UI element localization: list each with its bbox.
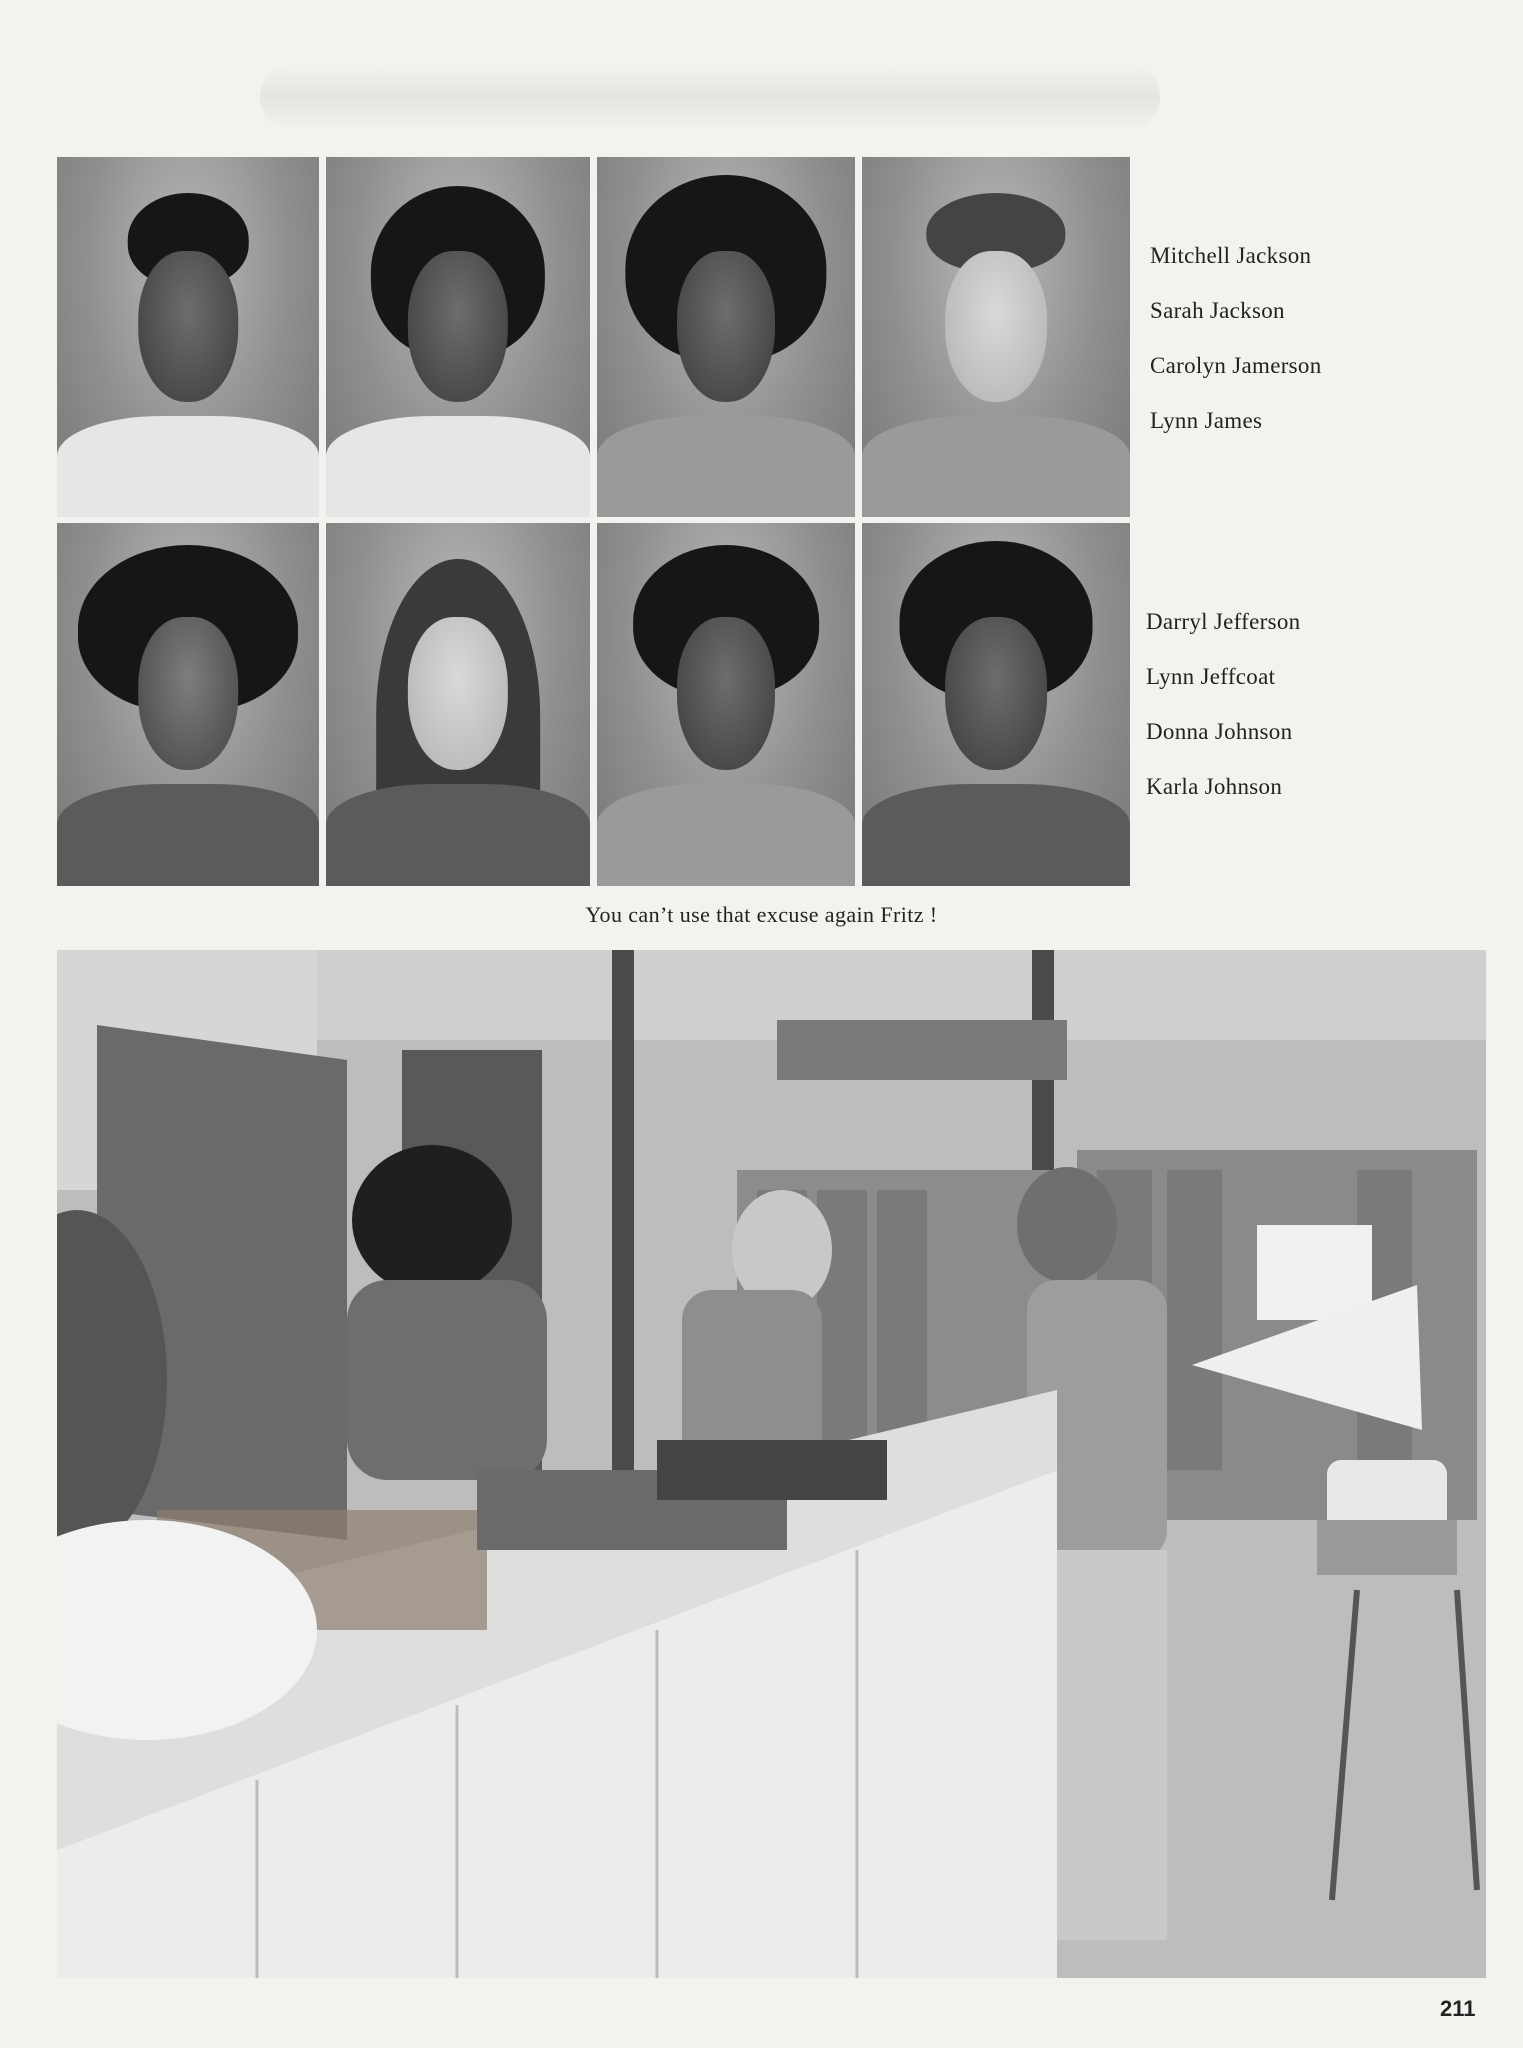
portrait-lynn-james	[862, 157, 1130, 517]
photo-caption: You can’t use that excuse again Fritz !	[585, 902, 938, 927]
portrait-donna-johnson	[597, 523, 855, 886]
name-label: Darryl Jefferson	[1146, 609, 1301, 634]
names-bottom-list	[1146, 594, 1300, 814]
name-label: Donna Johnson	[1146, 719, 1293, 744]
name-label: Carolyn Jamerson	[1150, 353, 1322, 378]
portrait-lynn-jeffcoat	[326, 523, 590, 886]
portrait-karla-johnson	[862, 523, 1130, 886]
portrait-carolyn-jamerson	[597, 157, 855, 517]
portrait-darryl-jefferson	[57, 523, 319, 886]
classroom-photo	[57, 950, 1486, 1978]
portrait-sarah-jackson	[326, 157, 590, 517]
name-label: Sarah Jackson	[1150, 298, 1285, 323]
portrait-mitchell-jackson	[57, 157, 319, 517]
name-label: Karla Johnson	[1146, 774, 1283, 799]
name-label: Mitchell Jackson	[1150, 243, 1312, 268]
names-top-list	[1150, 228, 1322, 448]
page-number: 211	[1440, 1996, 1476, 2021]
portrait-grid	[57, 157, 1130, 886]
name-label: Lynn James	[1150, 408, 1263, 433]
faded-header-bleed	[260, 62, 1160, 132]
name-label: Lynn Jeffcoat	[1146, 664, 1276, 689]
